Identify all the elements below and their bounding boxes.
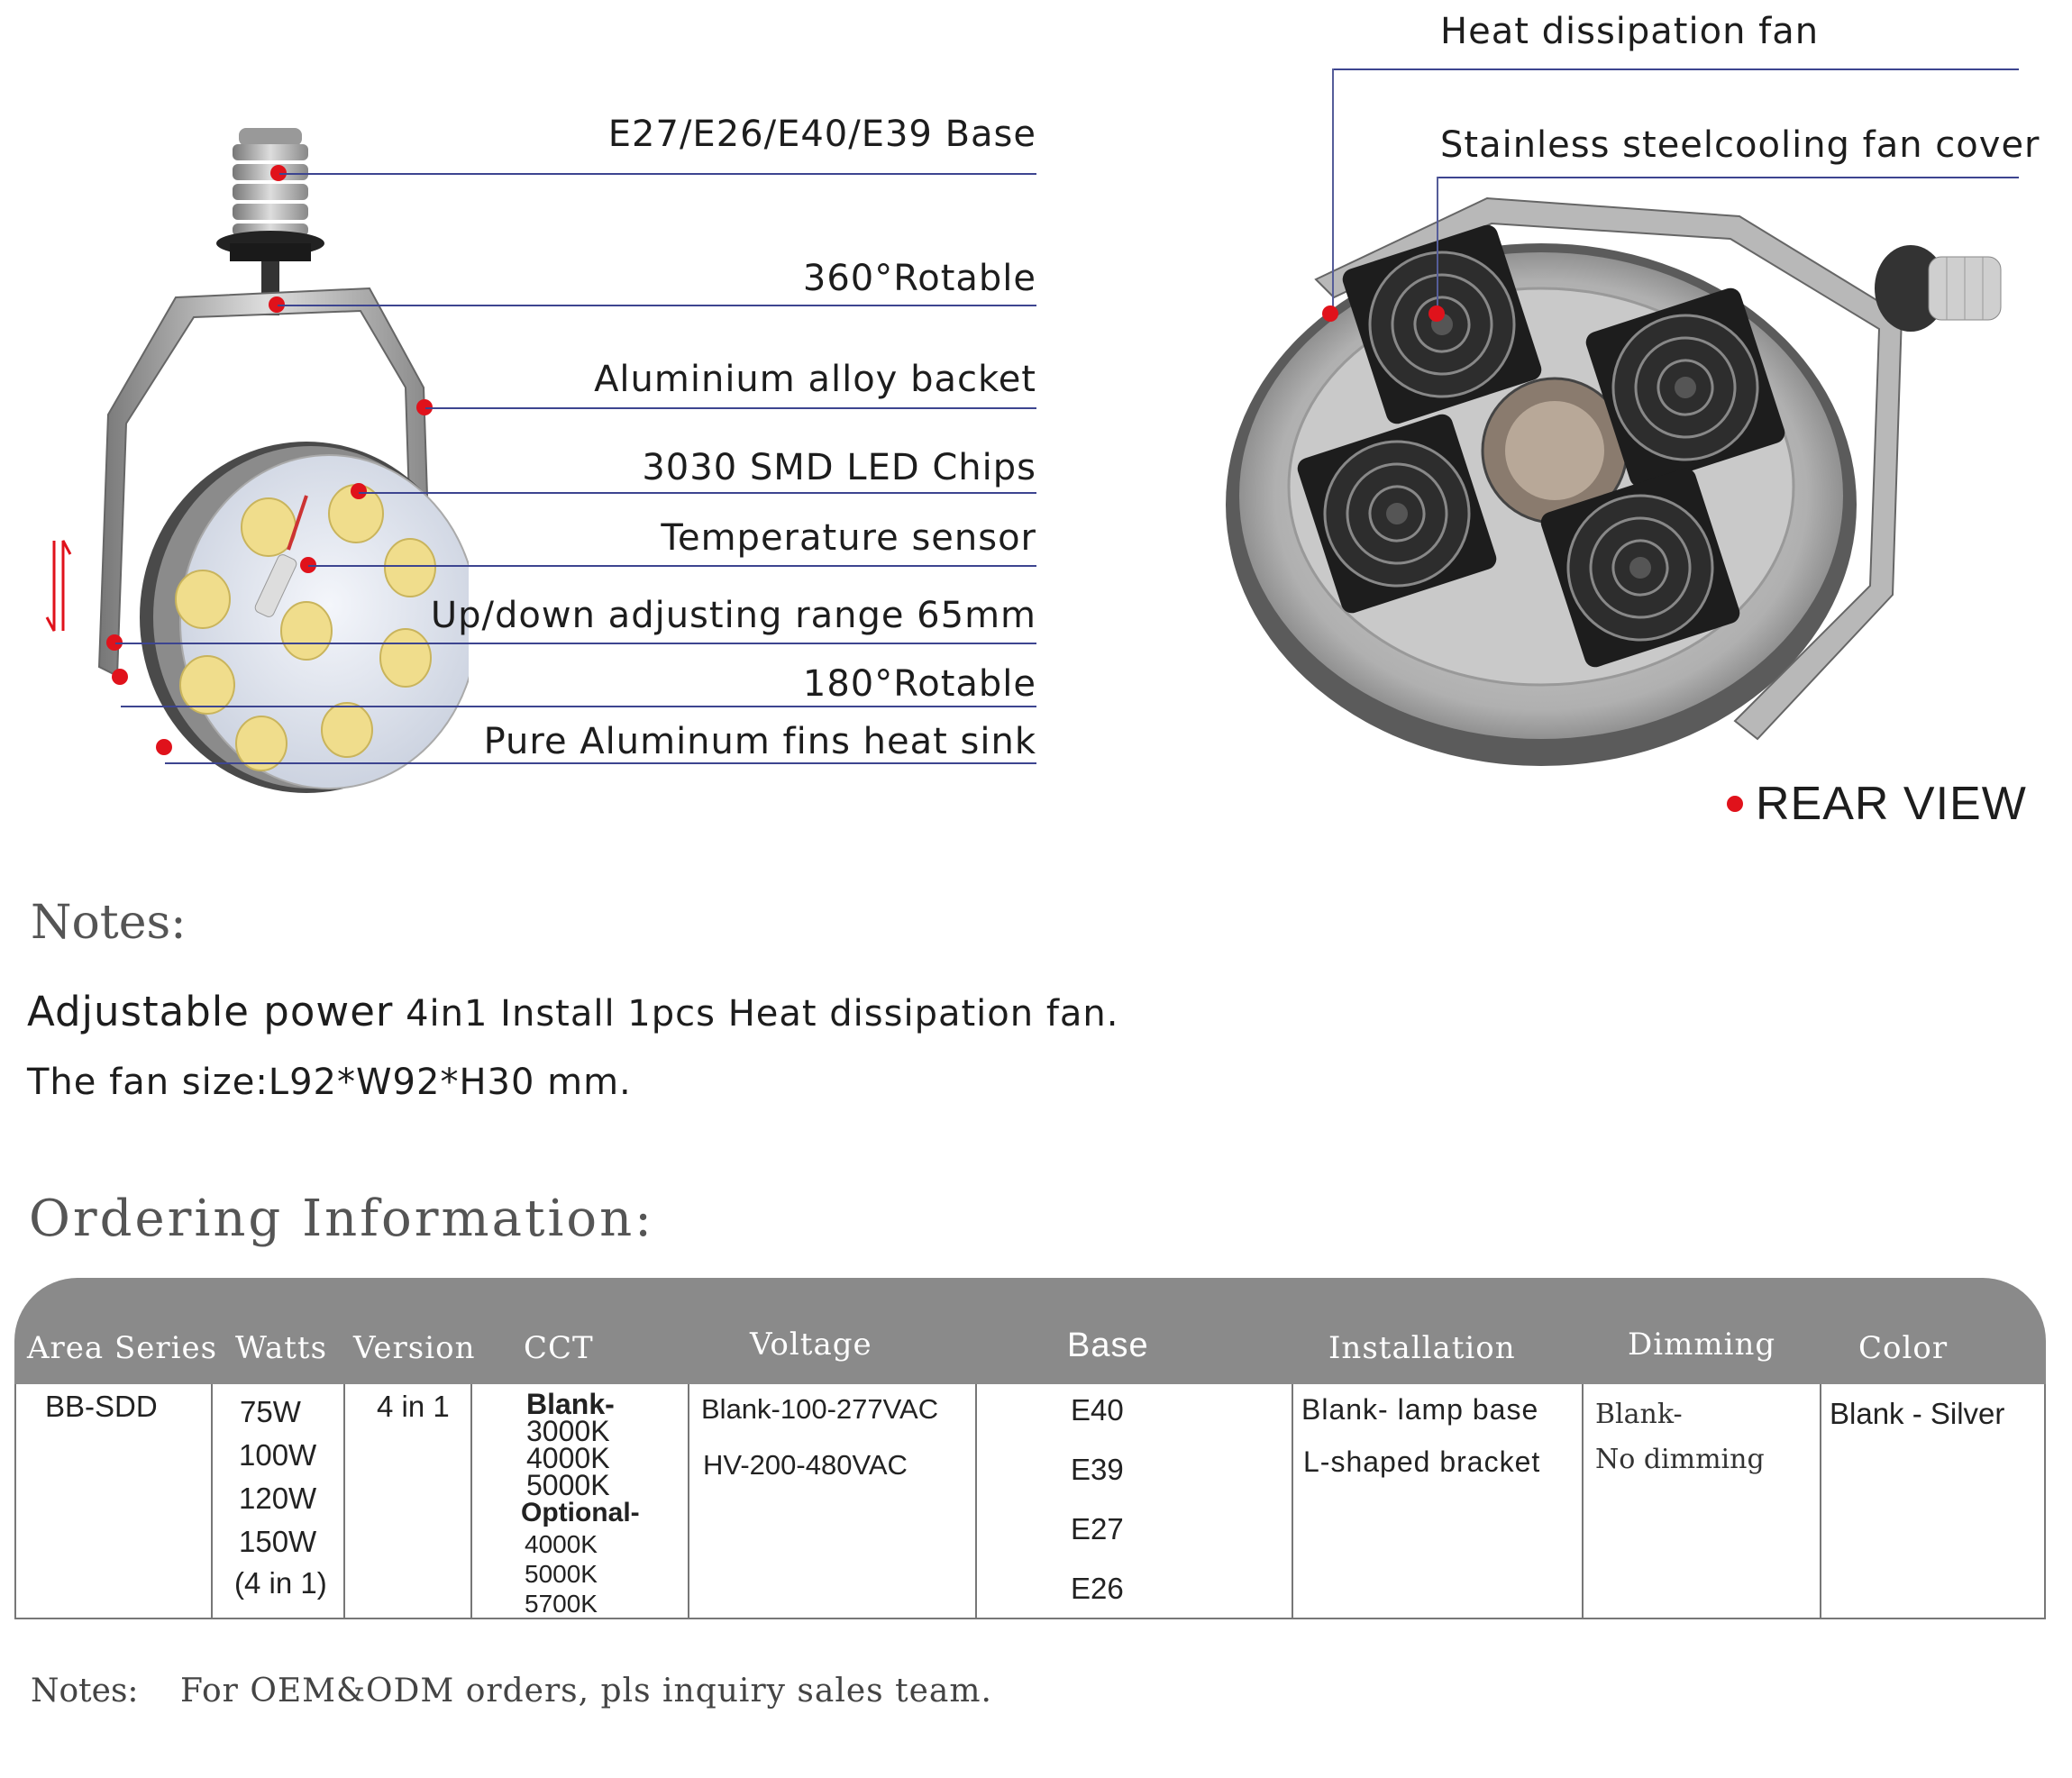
cell-installation-1: L-shaped bracket	[1303, 1445, 1541, 1478]
cell-base-0: E40	[1071, 1393, 1124, 1427]
cell-dimming-0: Blank-	[1595, 1399, 1683, 1430]
rear-screw-base	[1875, 245, 2001, 332]
callout-up-down-range: Up/down adjusting range 65mm	[430, 595, 1036, 636]
callout-rule-base	[279, 173, 1036, 175]
rear-rule-cover	[1437, 177, 2019, 178]
cell-cct-label-1: Blank-	[526, 1388, 615, 1420]
cell-area-series: BB-SDD	[45, 1390, 158, 1423]
notes-line-2: The fan size:L92*W92*H30 mm.	[27, 1062, 632, 1103]
col-divider	[1820, 1384, 1821, 1618]
ordering-table-header	[14, 1278, 2046, 1384]
callout-aluminum-fins: Pure Aluminum fins heat sink	[483, 721, 1036, 762]
cell-voltage-0: Blank-100-277VAC	[701, 1393, 939, 1425]
callout-dot-led	[351, 483, 367, 499]
th-base: Base	[1067, 1327, 1149, 1364]
th-cct: CCT	[524, 1330, 594, 1366]
callout-360-rotable: 360°Rotable	[802, 258, 1036, 299]
cell-version: 4 in 1	[377, 1390, 450, 1423]
cell-cct-4000k: 4000K	[526, 1442, 610, 1474]
col-divider	[1582, 1384, 1584, 1618]
th-area-series: Area Series	[27, 1330, 218, 1366]
rear-rule-fan	[1332, 68, 2019, 70]
cell-voltage-1: HV-200-480VAC	[703, 1449, 908, 1481]
rear-view-caption: REAR VIEW	[1756, 778, 2027, 830]
callout-rule-updown	[115, 643, 1036, 644]
ordering-table-body	[14, 1384, 2046, 1619]
rear-leader-cover-vertical	[1437, 177, 1438, 314]
callout-led-chips: 3030 SMD LED Chips	[642, 447, 1036, 488]
callout-rule-fins	[165, 762, 1036, 764]
footer-note-label: Notes:	[31, 1673, 139, 1710]
rear-dot-cover	[1428, 305, 1445, 322]
up-down-arrow-icon	[47, 541, 70, 631]
footer-note-text: For OEM&ODM orders, pls inquiry sales team.	[180, 1673, 992, 1710]
cell-base-1: E39	[1071, 1453, 1124, 1486]
notes-title: Notes:	[31, 896, 187, 950]
th-version: Version	[353, 1330, 476, 1366]
rear-leader-fan-vertical	[1332, 68, 1334, 314]
callout-rule-360	[278, 305, 1036, 306]
th-color: Color	[1858, 1330, 1949, 1366]
cell-cct-opt-5000k: 5000K	[525, 1560, 598, 1588]
rear-callout-cover: Stainless steelcooling fan cover	[1440, 124, 2040, 166]
cell-watts-4: (4 in 1)	[234, 1566, 327, 1600]
col-divider	[343, 1384, 345, 1618]
callout-rule-180	[121, 706, 1036, 707]
notes-line-1-strong: Adjustable power	[27, 988, 394, 1035]
cell-installation-0: Blank- lamp base	[1301, 1393, 1539, 1426]
col-divider	[1292, 1384, 1293, 1618]
col-divider	[470, 1384, 472, 1618]
notes-line-1-rest: 4in1 Install 1pcs Heat dissipation fan.	[393, 993, 1119, 1035]
cell-watts-3: 150W	[239, 1525, 317, 1558]
th-installation: Installation	[1328, 1330, 1516, 1366]
callout-rule-led	[359, 492, 1036, 494]
cell-color: Blank - Silver	[1830, 1397, 2005, 1430]
col-divider	[688, 1384, 689, 1618]
cell-cct-opt-5700k: 5700K	[525, 1590, 598, 1618]
col-divider	[211, 1384, 213, 1618]
cell-base-2: E27	[1071, 1512, 1124, 1545]
rear-dot-fan	[1322, 305, 1338, 322]
cell-cct-5000k: 5000K	[526, 1469, 610, 1501]
notes-line-1	[27, 988, 1119, 1035]
th-watts: Watts	[235, 1330, 328, 1366]
cell-watts-0: 75W	[240, 1395, 301, 1428]
callout-base: E27/E26/E40/E39 Base	[607, 114, 1036, 155]
cell-watts-2: 120W	[239, 1482, 317, 1515]
ordering-title: Ordering Information:	[29, 1190, 655, 1248]
callout-dot-fins	[156, 739, 172, 755]
rear-view-illustration	[1199, 180, 2037, 793]
th-voltage: Voltage	[750, 1327, 872, 1363]
cell-dimming-1: No dimming	[1595, 1444, 1765, 1475]
screw-base	[216, 128, 324, 315]
col-divider	[975, 1384, 977, 1618]
callout-temperature-sensor: Temperature sensor	[661, 517, 1036, 559]
callout-rule-sensor	[308, 565, 1036, 567]
rear-callout-fan: Heat dissipation fan	[1440, 11, 1820, 52]
cell-cct-label-2: Optional-	[521, 1498, 640, 1527]
cell-base-3: E26	[1071, 1572, 1124, 1605]
rear-view-bullet	[1727, 796, 1743, 812]
th-dimming: Dimming	[1628, 1327, 1776, 1363]
cell-cct-opt-4000k: 4000K	[525, 1530, 598, 1558]
cell-cct-3000k: 3000K	[526, 1415, 610, 1447]
callout-180-rotable: 180°Rotable	[802, 663, 1036, 705]
callout-bracket: Aluminium alloy backet	[594, 359, 1036, 400]
ordering-table	[14, 1278, 2046, 1619]
callout-dot-180	[112, 669, 128, 685]
callout-rule-bracket	[425, 407, 1036, 409]
cell-watts-1: 100W	[239, 1438, 317, 1472]
